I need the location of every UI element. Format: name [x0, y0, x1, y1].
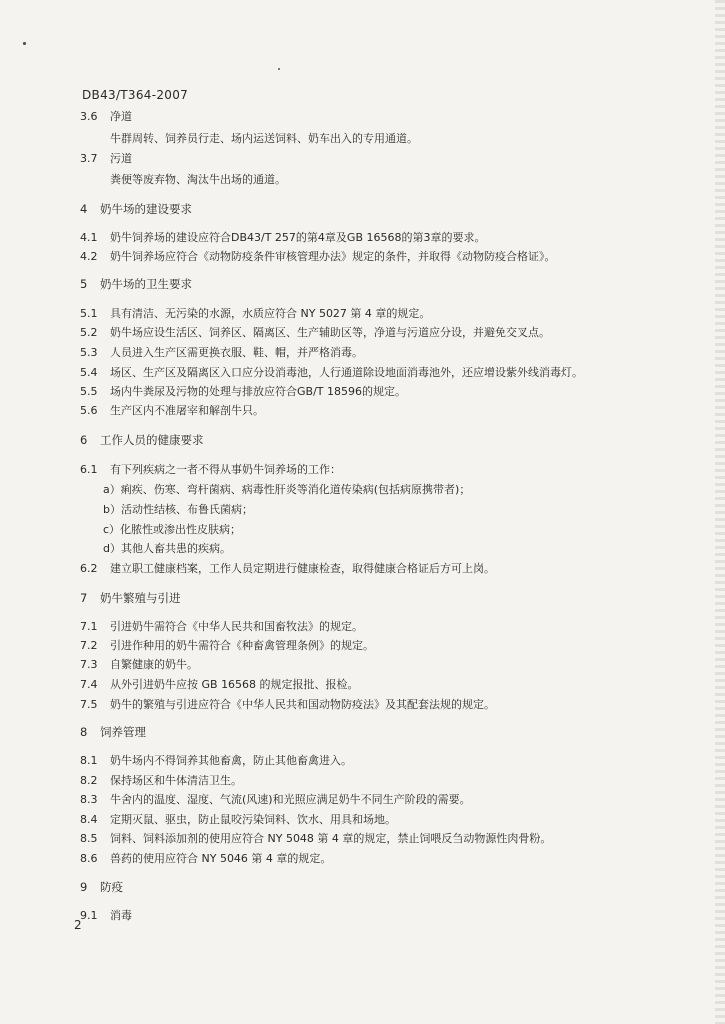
- list-item: d）其他人畜共患的疾病。: [103, 542, 231, 555]
- clause-number: 6.2: [80, 562, 98, 575]
- scan-edge: [715, 0, 725, 1024]
- document-header: DB43/T364-2007: [82, 88, 189, 102]
- clause-number: 7.2: [80, 639, 98, 652]
- section-number: 9: [80, 880, 88, 894]
- clause-body: 牛群周转、饲养员行走、场内运送饲料、奶车出入的专用通道。: [110, 132, 418, 145]
- clause-number: 8.5: [80, 832, 98, 845]
- clause-number: 4.2: [80, 250, 98, 263]
- list-item: b）活动性结核、布鲁氏菌病；: [103, 503, 253, 516]
- clause-number: 4.1: [80, 231, 98, 244]
- clause-text: 自繁健康的奶牛。: [110, 658, 198, 671]
- clause-text: 保持场区和牛体清洁卫生。: [110, 774, 242, 787]
- section-title: 饲养管理: [100, 725, 146, 739]
- clause-number: 5.1: [80, 307, 98, 320]
- clause-title: 消毒: [110, 909, 132, 922]
- clause-text: 奶牛的繁殖与引进应符合《中华人民共和国动物防疫法》及其配套法规的规定。: [110, 698, 495, 711]
- clause-number: 8.4: [80, 813, 98, 826]
- clause-text: 场内牛粪尿及污物的处理与排放应符合GB/T 18596的规定。: [110, 385, 406, 398]
- clause-text: 奶牛饲养场的建设应符合DB43/T 257的第4章及GB 16568的第3章的要求。: [110, 231, 486, 244]
- section-heading: [80, 590, 181, 606]
- clause-text: 引进奶牛需符合《中华人民共和国畜牧法》的规定。: [110, 620, 363, 633]
- section-title: 奶牛繁殖与引进: [100, 591, 181, 605]
- clause-number: 7.5: [80, 698, 98, 711]
- clause-text: 奶牛饲养场应符合《动物防疫条件审核管理办法》规定的条件，并取得《动物防疫合格证》。: [110, 250, 556, 263]
- clause-number: 5.3: [80, 346, 98, 359]
- section-number: 7: [80, 591, 88, 605]
- section-heading: [80, 724, 146, 740]
- clause-number: 5.2: [80, 326, 98, 339]
- clause-text: 建立职工健康档案，工作人员定期进行健康检查，取得健康合格证后方可上岗。: [110, 562, 495, 575]
- clause-text: 兽药的使用应符合 NY 5046 第 4 章的规定。: [110, 852, 332, 865]
- list-item: a）痢疾、伤寒、弯杆菌病、病毒性肝炎等消化道传染病(包括病原携带者)；: [103, 483, 471, 496]
- scan-speck: [23, 42, 26, 45]
- clause-text: 定期灭鼠、驱虫，防止鼠咬污染饲料、饮水、用具和场地。: [110, 813, 396, 826]
- clause-title: 污道: [110, 152, 132, 165]
- clause-text: 有下列疾病之一者不得从事奶牛饲养场的工作：: [110, 463, 341, 476]
- clause-text: 人员进入生产区需更换衣服、鞋、帽，并严格消毒。: [110, 346, 363, 359]
- clause-number: 6.1: [80, 463, 98, 476]
- section-heading: [80, 201, 192, 217]
- clause-number: 3.6: [80, 110, 98, 123]
- clause-number: 7.3: [80, 658, 98, 671]
- clause-text: 牛舍内的温度、湿度、气流(风速)和光照应满足奶牛不同生产阶段的需要。: [110, 793, 471, 806]
- page-number: 2: [74, 918, 82, 932]
- clause-number: 8.3: [80, 793, 98, 806]
- clause-title: 净道: [110, 110, 132, 123]
- scan-speck: [278, 68, 280, 70]
- section-title: 防疫: [100, 880, 123, 894]
- clause-text: 场区、生产区及隔离区入口应分设消毒池，人行通道除设地面消毒池外，还应增设紫外线消毒灯。: [110, 366, 583, 379]
- list-item: c）化脓性或渗出性皮肤病；: [103, 523, 242, 536]
- clause-number: 7.1: [80, 620, 98, 633]
- section-title: 奶牛场的建设要求: [100, 202, 192, 216]
- clause-text: 从外引进奶牛应按 GB 16568 的规定报批、报检。: [110, 678, 359, 691]
- clause-number: 5.6: [80, 404, 98, 417]
- clause-text: 奶牛场内不得饲养其他畜禽，防止其他畜禽进入。: [110, 754, 352, 767]
- clause-number: 5.5: [80, 385, 98, 398]
- clause-number: 5.4: [80, 366, 98, 379]
- section-number: 4: [80, 202, 88, 216]
- clause-number: 8.2: [80, 774, 98, 787]
- section-heading: [80, 276, 192, 292]
- clause-number: 8.1: [80, 754, 98, 767]
- section-number: 8: [80, 725, 88, 739]
- section-heading: [80, 432, 204, 448]
- clause-number: 8.6: [80, 852, 98, 865]
- section-number: 6: [80, 433, 88, 447]
- section-title: 工作人员的健康要求: [100, 433, 204, 447]
- clause-number: 7.4: [80, 678, 98, 691]
- section-title: 奶牛场的卫生要求: [100, 277, 192, 291]
- section-number: 5: [80, 277, 88, 291]
- clause-number: 3.7: [80, 152, 98, 165]
- clause-text: 具有清洁、无污染的水源，水质应符合 NY 5027 第 4 章的规定。: [110, 307, 431, 320]
- clause-text: 生产区内不准屠宰和解剖牛只。: [110, 404, 264, 417]
- clause-text: 奶牛场应设生活区、饲养区、隔离区、生产辅助区等，净道与污道应分设，并避免交叉点。: [110, 326, 550, 339]
- clause-body: 粪便等废弃物、淘汰牛出场的通道。: [110, 173, 286, 186]
- clause-text: 饲料、饲料添加剂的使用应符合 NY 5048 第 4 章的规定，禁止饲喂反刍动物源性肉骨粉。: [110, 832, 552, 845]
- section-heading: [80, 879, 123, 895]
- clause-number: 9.1: [80, 909, 98, 922]
- clause-text: 引进作种用的奶牛需符合《种畜禽管理条例》的规定。: [110, 639, 374, 652]
